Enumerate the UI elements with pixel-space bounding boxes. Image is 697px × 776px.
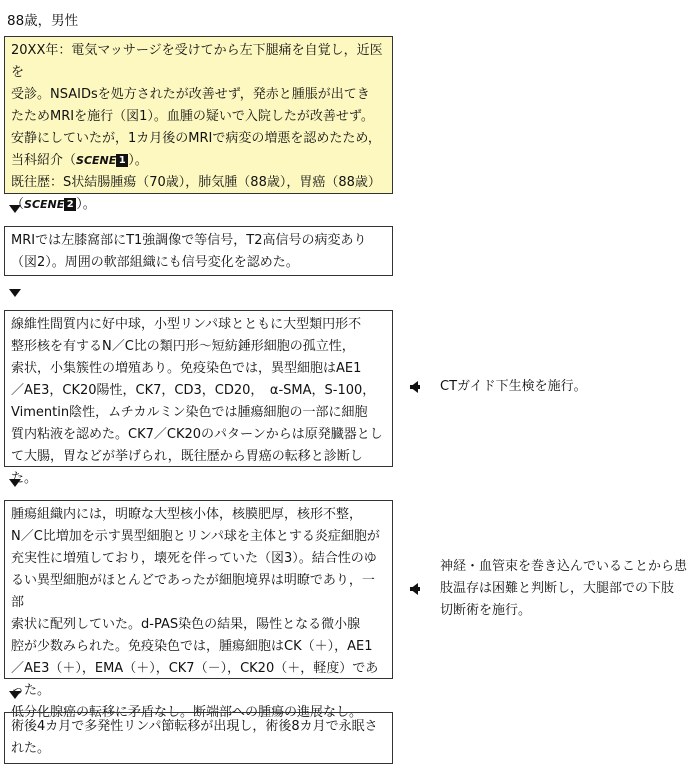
biopsy-line: 線維性間質内に好中球，小型リンパ球とともに大型類円形不 bbox=[11, 317, 362, 332]
amputation-note bbox=[410, 556, 690, 622]
scene-label: SCENE bbox=[76, 154, 117, 167]
biopsy-line: て大腸，胃などが挙げられ，既往歴から胃癌の転移と診断した。 bbox=[11, 449, 363, 486]
amputation-line: 切断術を施行。 bbox=[440, 603, 532, 618]
history-line: 受診。NSAIDsを処方されたが改善せず，発赤と腫脹が出てき bbox=[11, 87, 370, 102]
biopsy-line: ／AE3，CK20陽性，CK7，CD3，CD20， α-SMA，S-100， bbox=[11, 383, 376, 398]
biopsy-line: 質内粘液を認めた。CK7／CK20のパターンからは原発臓器とし bbox=[11, 427, 383, 442]
history-line: 20XX年：電気マッサージを受けてから左下腿痛を自覚し，近医を bbox=[11, 43, 383, 80]
amputation-line: 神経・血管束を巻き込んでいることから患 bbox=[440, 559, 688, 574]
amputation-line: 肢温存は困難と判断し，大腿部での下肢 bbox=[440, 581, 675, 596]
biopsy-box bbox=[4, 310, 393, 486]
mri-line: MRIでは左膝窩部にT1強調像で等信号，T2高信号の病変あり bbox=[11, 233, 367, 248]
history-line: 安静にしていたが，1カ月後のMRIで病変の増悪を認めたため， bbox=[11, 131, 381, 146]
scene-number-badge: 2 bbox=[64, 198, 76, 211]
pathology-line: ／AE3（＋），EMA（＋），CK7（－），CK20（＋，軽度）であった。 bbox=[11, 661, 379, 698]
mri-line: （図2）。周囲の軟部組織にも信号変化を認めた。 bbox=[11, 255, 299, 270]
history-line-text: ）。 bbox=[76, 197, 96, 212]
biopsy-procedure-note bbox=[410, 376, 690, 398]
pathology-line: 索状に配列していた。d-PAS染色の結果，陽性となる微小腺 bbox=[11, 617, 361, 632]
history-line: たためMRIを施行（図1）。血腫の疑いで入院したが改善せず。 bbox=[11, 109, 374, 124]
biopsy-line: 整形核を有するN／C比の類円形～短紡錘形細胞の孤立性， bbox=[11, 339, 355, 354]
down-arrow-icon bbox=[9, 289, 21, 297]
biopsy-line: 索状，小集簇性の増殖あり。免疫染色では，異型細胞はAE1 bbox=[11, 361, 362, 376]
pathology-line: 低分化腺癌の転移に矛盾なし。断端部への腫瘍の進展なし。 bbox=[11, 705, 363, 720]
patient-info: 88歳，男性 bbox=[7, 13, 79, 29]
down-arrow-icon bbox=[9, 691, 21, 699]
history-line-text: ）。 bbox=[128, 153, 148, 168]
past-history-line: 既往歴：S状結腸腫瘍（70歳），肺気腫（88歳），胃癌（88歳） bbox=[11, 175, 381, 190]
pathology-line: るい異型細胞がほとんどであったが細胞境界は明瞭であり，一部 bbox=[11, 573, 375, 610]
pathology-line: 腔が少数みられた。免疫染色では，腫瘍細胞はCK（＋），AE1 bbox=[11, 639, 373, 654]
history-line bbox=[11, 150, 386, 172]
biopsy-line: Vimentin陰性，ムチカルミン染色では腫瘍細胞の一部に細胞 bbox=[11, 405, 368, 420]
outcome-box bbox=[4, 712, 393, 764]
pathology-line: 腫瘍組織内には，明瞭な大型核小体，核膜肥厚，核形不整， bbox=[11, 507, 363, 522]
pathology-box bbox=[4, 500, 393, 720]
down-arrow-icon bbox=[9, 205, 21, 213]
pathology-line: N／C比増加を示す異型細胞とリンパ球を主体とする炎症細胞が bbox=[11, 529, 380, 544]
past-history-line bbox=[11, 194, 386, 216]
procedure-text: CTガイド下生検を施行。 bbox=[440, 379, 587, 394]
scene-number-badge: 1 bbox=[116, 154, 128, 167]
outcome-line: 術後4カ月で多発性リンパ節転移が出現し，術後8カ月で永眠さ bbox=[11, 719, 378, 734]
history-line-text: 当科紹介（ bbox=[11, 153, 77, 168]
history-line-text: （ bbox=[11, 197, 25, 212]
mri-box bbox=[4, 226, 393, 276]
left-arrow-icon bbox=[410, 583, 418, 595]
pathology-line: 充実性に増殖しており，壊死を伴っていた（図3）。結合性のゆ bbox=[11, 551, 377, 566]
down-arrow-icon bbox=[9, 479, 21, 487]
scene-label: SCENE bbox=[24, 198, 65, 211]
left-arrow-icon bbox=[410, 381, 418, 393]
outcome-line: れた。 bbox=[11, 741, 51, 756]
history-box bbox=[4, 36, 393, 212]
